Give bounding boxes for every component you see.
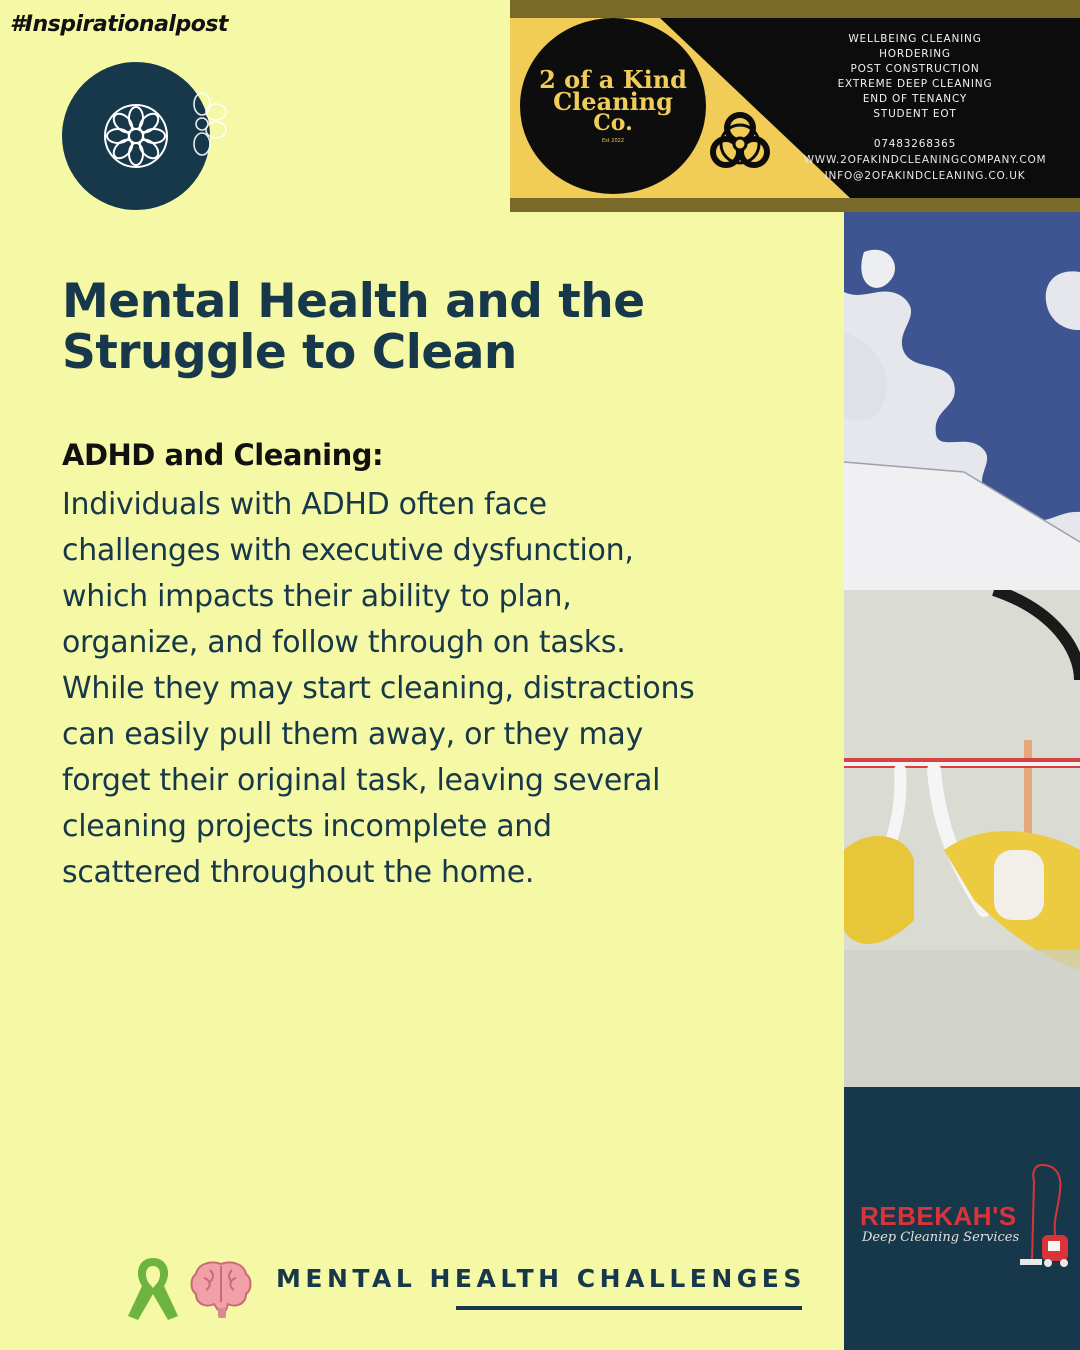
green-ribbon-icon [124, 1254, 182, 1324]
phone-number: 07483268365 [873, 138, 957, 150]
body-paragraph: Individuals with ADHD often face challenges with executive dysfunction, which impacts their ability to plan, organize, and follow through on tasks. While they may start cleaning, distractions can easily pull them away, or they may forget their original task, leaving several cleaning projects incomplete and scattered throughout the home. [62, 487, 695, 890]
website-link[interactable]: WWW.2OFAKINDCLEANINGCOMPANY.COM [803, 154, 1047, 166]
hashtag: #Inspirationalpost [10, 12, 228, 37]
section-heading: ADHD and Cleaning: [62, 438, 384, 472]
flower-outline-icon [188, 88, 240, 162]
rebekahs-tagline: Deep Cleaning Services [862, 1230, 1020, 1245]
company-logo: 2 of a Kind Cleaning Co. Est 2022 [520, 18, 706, 194]
rebekahs-name: REBEKAH'S [860, 1201, 1017, 1231]
brain-icon [188, 1258, 254, 1320]
footer-underline [456, 1306, 802, 1310]
company-banner [510, 0, 1080, 212]
vacuum-icon [1012, 1161, 1074, 1271]
contact-links [780, 152, 1070, 184]
flower-icon [100, 100, 172, 172]
email-link[interactable]: INFO@2OFAKINDCLEANING.CO.UK [824, 170, 1026, 182]
services-list: WELLBEING CLEANING HORDERING POST CONSTRUCTION EXTREME DEEP CLEANING END OF TENANCY STUDENT EOT [837, 33, 993, 120]
rebekahs-logo [844, 1087, 1080, 1350]
page-title: Mental Health and the Struggle to Clean [62, 274, 645, 380]
squeegee-photo [844, 590, 1080, 1087]
footer-label: MENTAL HEALTH CHALLENGES [276, 1264, 806, 1293]
puzzle-photo [844, 212, 1080, 590]
biohazard-icon [704, 106, 776, 178]
